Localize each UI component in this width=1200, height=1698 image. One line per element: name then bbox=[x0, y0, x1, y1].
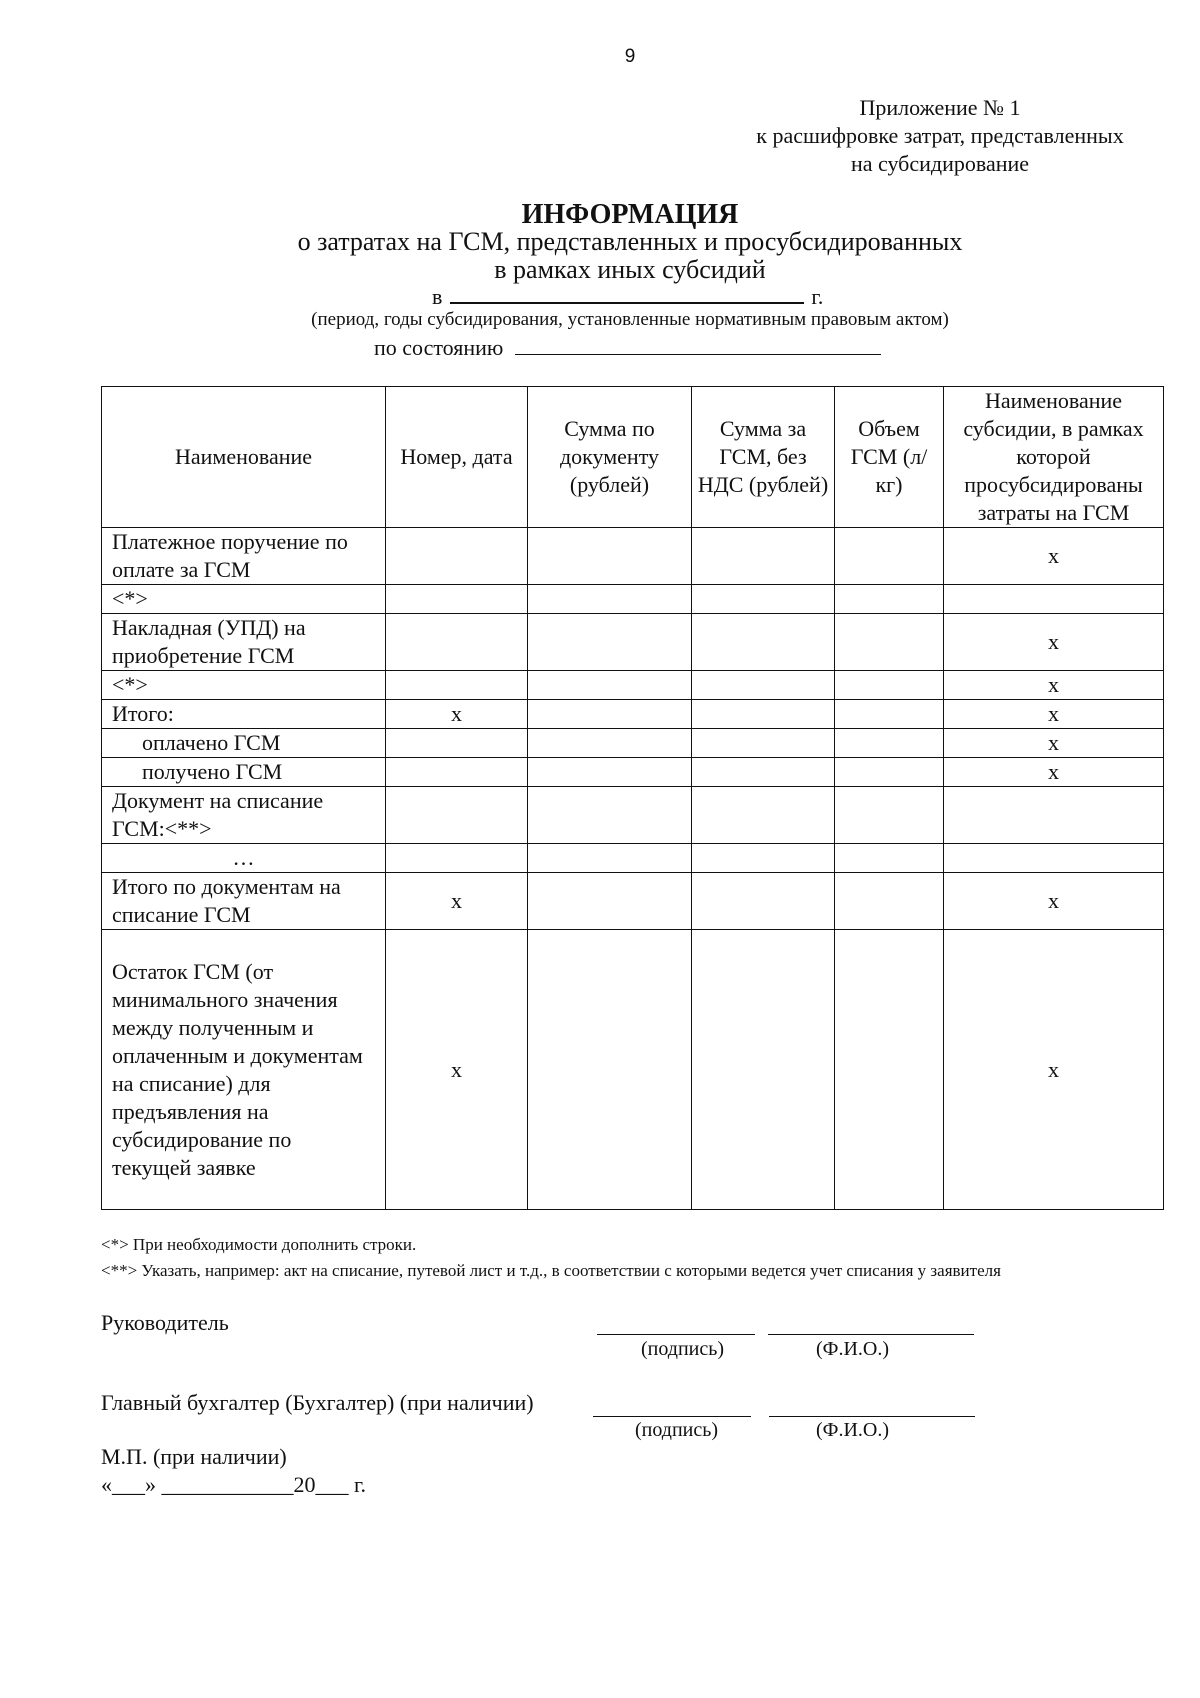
table-row bbox=[102, 614, 1164, 671]
cell-subsidy-name bbox=[944, 787, 1164, 844]
stamp-label: М.П. (при наличии) bbox=[101, 1444, 287, 1469]
cell-fuel-sum bbox=[692, 873, 835, 930]
accountant-name-line[interactable] bbox=[769, 1415, 975, 1417]
table-row bbox=[102, 930, 1164, 1210]
head-name-caption: (Ф.И.О.) bbox=[816, 1338, 890, 1360]
period-prefix: в bbox=[432, 284, 443, 309]
table-row bbox=[102, 700, 1164, 729]
period-note: (период, годы субсидирования, установленные нормативным правовым актом) bbox=[311, 309, 949, 330]
cell-fuel-sum bbox=[692, 844, 835, 873]
row-name: оплачено ГСМ bbox=[102, 729, 386, 758]
head-name-line[interactable] bbox=[768, 1333, 974, 1335]
cell-number-date bbox=[386, 614, 528, 671]
cell-subsidy-name bbox=[944, 844, 1164, 873]
cell-number-date bbox=[386, 787, 528, 844]
accountant-label: Главный бухгалтер (Бухгалтер) (при наличии) bbox=[101, 1390, 534, 1415]
cell-doc-sum bbox=[528, 671, 692, 700]
cell-number-date: х bbox=[386, 930, 528, 1210]
date-field[interactable]: «___» ____________20___ г. bbox=[101, 1472, 367, 1497]
subtitle-line-1: о затратах на ГСМ, представленных и просубсидированных bbox=[297, 227, 963, 256]
cell-number-date bbox=[386, 671, 528, 700]
head-label: Руководитель bbox=[101, 1310, 229, 1335]
row-name: получено ГСМ bbox=[102, 758, 386, 787]
cell-fuel-sum bbox=[692, 758, 835, 787]
stamp-block bbox=[101, 1443, 366, 1499]
period-suffix: г. bbox=[811, 284, 824, 309]
cell-subsidy-name: х bbox=[944, 930, 1164, 1210]
period-blank[interactable] bbox=[450, 282, 804, 304]
cell-fuel-sum bbox=[692, 528, 835, 585]
annex-line-2: к расшифровке затрат, представленных bbox=[756, 123, 1124, 148]
row-name: … bbox=[102, 844, 386, 873]
cell-fuel-sum bbox=[692, 614, 835, 671]
cell-subsidy-name: х bbox=[944, 758, 1164, 787]
cell-subsidy-name: х bbox=[944, 729, 1164, 758]
head-signature-caption: (подпись) bbox=[641, 1338, 725, 1360]
annex-line-1: Приложение № 1 bbox=[859, 95, 1021, 120]
cell-volume bbox=[835, 930, 944, 1210]
header-doc-sum: Сумма по документу (рублей) bbox=[528, 387, 692, 528]
table-row bbox=[102, 873, 1164, 930]
table-row bbox=[102, 671, 1164, 700]
row-name: <*> bbox=[102, 585, 386, 614]
cell-volume bbox=[835, 873, 944, 930]
cell-volume bbox=[835, 528, 944, 585]
header-number-date: Номер, дата bbox=[386, 387, 528, 528]
footnote-2: <**> Указать, например: акт на списание, путевой лист и т.д., в соответствии с которыми ведется учет списания у заявителя bbox=[101, 1261, 1001, 1280]
cell-number-date bbox=[386, 729, 528, 758]
cell-number-date bbox=[386, 844, 528, 873]
document-subtitle bbox=[0, 228, 1200, 284]
annex-line-3: на субсидирование bbox=[850, 151, 1030, 176]
cell-doc-sum bbox=[528, 844, 692, 873]
period-field bbox=[432, 282, 823, 310]
cell-number-date: х bbox=[386, 873, 528, 930]
table-row bbox=[102, 729, 1164, 758]
cell-volume bbox=[835, 700, 944, 729]
cell-volume bbox=[835, 671, 944, 700]
cell-doc-sum bbox=[528, 528, 692, 585]
table-row bbox=[102, 585, 1164, 614]
header-fuel-sum: Сумма за ГСМ, без НДС (рублей) bbox=[692, 387, 835, 528]
cell-subsidy-name: х bbox=[944, 671, 1164, 700]
row-name: <*> bbox=[102, 671, 386, 700]
cell-fuel-sum bbox=[692, 729, 835, 758]
cell-volume bbox=[835, 787, 944, 844]
cell-volume bbox=[835, 758, 944, 787]
annex-header bbox=[690, 94, 1190, 178]
cell-doc-sum bbox=[528, 700, 692, 729]
cell-doc-sum bbox=[528, 758, 692, 787]
cell-number-date bbox=[386, 758, 528, 787]
cell-volume bbox=[835, 585, 944, 614]
header-subsidy-name: Наименование субсидии, в рамках которой просубсидированы затраты на ГСМ bbox=[944, 387, 1164, 528]
accountant-signature-line[interactable] bbox=[593, 1415, 751, 1417]
cell-fuel-sum bbox=[692, 787, 835, 844]
footnote-1: <*> При необходимости дополнить строки. bbox=[101, 1235, 417, 1254]
cell-fuel-sum bbox=[692, 671, 835, 700]
cell-fuel-sum bbox=[692, 930, 835, 1210]
row-name: Платежное поручение по оплате за ГСМ bbox=[102, 528, 386, 585]
footnotes bbox=[101, 1232, 1001, 1284]
row-name: Документ на списание ГСМ:<**> bbox=[102, 787, 386, 844]
header-volume: Объем ГСМ (л/кг) bbox=[835, 387, 944, 528]
cell-subsidy-name: х bbox=[944, 873, 1164, 930]
cell-volume bbox=[835, 614, 944, 671]
cell-fuel-sum bbox=[692, 700, 835, 729]
document-title: ИНФОРМАЦИЯ bbox=[521, 199, 739, 230]
cell-doc-sum bbox=[528, 873, 692, 930]
cell-number-date: х bbox=[386, 700, 528, 729]
expense-table bbox=[101, 386, 1164, 1210]
row-name: Накладная (УПД) на приобретение ГСМ bbox=[102, 614, 386, 671]
accountant-signature-caption: (подпись) bbox=[635, 1419, 719, 1441]
cell-number-date bbox=[386, 585, 528, 614]
row-name: Остаток ГСМ (от минимального значения между полученным и оплаченным и документам на списание) для предъявления на субсидирование по текущей заявке bbox=[102, 930, 386, 1210]
cell-doc-sum bbox=[528, 729, 692, 758]
header-name: Наименование bbox=[102, 387, 386, 528]
cell-subsidy-name: х bbox=[944, 614, 1164, 671]
row-name: Итого по документам на списание ГСМ bbox=[102, 873, 386, 930]
cell-subsidy-name bbox=[944, 585, 1164, 614]
table-header-row bbox=[102, 387, 1164, 528]
as-of-field bbox=[374, 332, 881, 361]
cell-doc-sum bbox=[528, 585, 692, 614]
cell-doc-sum bbox=[528, 787, 692, 844]
subtitle-line-2: в рамках иных субсидий bbox=[494, 255, 766, 284]
as-of-label: по состоянию bbox=[374, 335, 504, 360]
cell-number-date bbox=[386, 528, 528, 585]
row-name: Итого: bbox=[102, 700, 386, 729]
page-number: 9 bbox=[624, 46, 636, 67]
as-of-blank[interactable] bbox=[515, 332, 881, 355]
cell-volume bbox=[835, 729, 944, 758]
cell-fuel-sum bbox=[692, 585, 835, 614]
table-row bbox=[102, 787, 1164, 844]
accountant-name-caption: (Ф.И.О.) bbox=[816, 1419, 890, 1441]
cell-doc-sum bbox=[528, 930, 692, 1210]
head-signature-line[interactable] bbox=[597, 1333, 755, 1335]
table-row bbox=[102, 844, 1164, 873]
cell-volume bbox=[835, 844, 944, 873]
cell-subsidy-name: х bbox=[944, 528, 1164, 585]
cell-doc-sum bbox=[528, 614, 692, 671]
table-row bbox=[102, 528, 1164, 585]
cell-subsidy-name: х bbox=[944, 700, 1164, 729]
table-row bbox=[102, 758, 1164, 787]
